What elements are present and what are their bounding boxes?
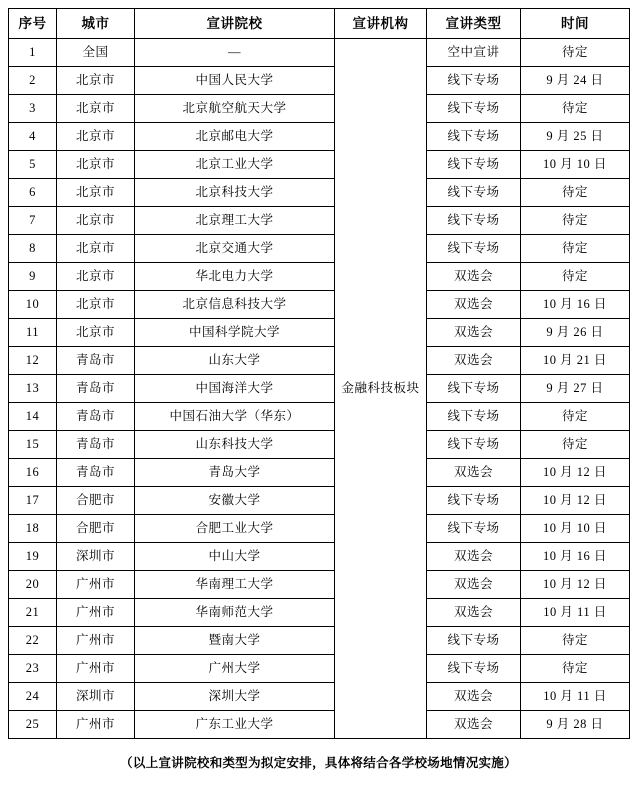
- cell-index: 19: [9, 543, 57, 571]
- cell-school: 中国海洋大学: [135, 375, 335, 403]
- cell-type: 线下专场: [427, 151, 521, 179]
- cell-index: 24: [9, 683, 57, 711]
- cell-index: 25: [9, 711, 57, 739]
- cell-time: 10 月 12 日: [521, 487, 630, 515]
- cell-type: 线下专场: [427, 403, 521, 431]
- cell-city: 北京市: [57, 207, 135, 235]
- cell-city: 广州市: [57, 599, 135, 627]
- cell-time: 10 月 11 日: [521, 599, 630, 627]
- cell-city: 深圳市: [57, 683, 135, 711]
- cell-city: 青岛市: [57, 403, 135, 431]
- cell-city: 北京市: [57, 123, 135, 151]
- table-row: [9, 515, 630, 543]
- cell-school: 北京信息科技大学: [135, 291, 335, 319]
- cell-index: 21: [9, 599, 57, 627]
- cell-index: 4: [9, 123, 57, 151]
- cell-city: 北京市: [57, 67, 135, 95]
- cell-time: 9 月 26 日: [521, 319, 630, 347]
- cell-city: 广州市: [57, 627, 135, 655]
- column-header-school: 宣讲院校: [135, 9, 335, 39]
- cell-school: 青岛大学: [135, 459, 335, 487]
- cell-city: 合肥市: [57, 487, 135, 515]
- table-row: [9, 151, 630, 179]
- table-row: [9, 403, 630, 431]
- cell-school: 深圳大学: [135, 683, 335, 711]
- table-row: [9, 263, 630, 291]
- cell-time: 10 月 10 日: [521, 515, 630, 543]
- cell-time: 待定: [521, 627, 630, 655]
- table-row: [9, 123, 630, 151]
- cell-school: 北京邮电大学: [135, 123, 335, 151]
- cell-school: 北京理工大学: [135, 207, 335, 235]
- cell-time: 待定: [521, 39, 630, 67]
- table-row: [9, 291, 630, 319]
- cell-time: 10 月 12 日: [521, 571, 630, 599]
- cell-type: 线下专场: [427, 179, 521, 207]
- cell-time: 待定: [521, 655, 630, 683]
- table-row: [9, 571, 630, 599]
- table-row: [9, 207, 630, 235]
- cell-time: 待定: [521, 207, 630, 235]
- table-row: [9, 67, 630, 95]
- cell-city: 深圳市: [57, 543, 135, 571]
- cell-school: 广州大学: [135, 655, 335, 683]
- cell-index: 10: [9, 291, 57, 319]
- cell-school: 华北电力大学: [135, 263, 335, 291]
- cell-time: 10 月 11 日: [521, 683, 630, 711]
- cell-index: 7: [9, 207, 57, 235]
- table-row: [9, 683, 630, 711]
- cell-index: 9: [9, 263, 57, 291]
- cell-time: 9 月 25 日: [521, 123, 630, 151]
- cell-city: 合肥市: [57, 515, 135, 543]
- cell-type: 线下专场: [427, 235, 521, 263]
- cell-index: 1: [9, 39, 57, 67]
- cell-time: 9 月 24 日: [521, 67, 630, 95]
- cell-type: 线下专场: [427, 487, 521, 515]
- cell-type: 双选会: [427, 459, 521, 487]
- cell-school: 广东工业大学: [135, 711, 335, 739]
- cell-school: 暨南大学: [135, 627, 335, 655]
- cell-time: 待定: [521, 431, 630, 459]
- cell-city: 青岛市: [57, 431, 135, 459]
- cell-school: 合肥工业大学: [135, 515, 335, 543]
- cell-type: 线下专场: [427, 627, 521, 655]
- column-header-city: 城市: [57, 9, 135, 39]
- column-header-type: 宣讲类型: [427, 9, 521, 39]
- cell-school: 北京航空航天大学: [135, 95, 335, 123]
- cell-type: 线下专场: [427, 123, 521, 151]
- cell-type: 线下专场: [427, 67, 521, 95]
- cell-type: 线下专场: [427, 431, 521, 459]
- cell-city: 青岛市: [57, 347, 135, 375]
- cell-type: 双选会: [427, 347, 521, 375]
- cell-type: 双选会: [427, 683, 521, 711]
- table-row: [9, 319, 630, 347]
- cell-type: 空中宣讲: [427, 39, 521, 67]
- table-row: [9, 543, 630, 571]
- column-header-organization: 宣讲机构: [335, 9, 427, 39]
- cell-time: 待定: [521, 179, 630, 207]
- cell-school: 中国石油大学（华东）: [135, 403, 335, 431]
- cell-index: 3: [9, 95, 57, 123]
- cell-type: 线下专场: [427, 207, 521, 235]
- cell-type: 双选会: [427, 571, 521, 599]
- cell-school: 中山大学: [135, 543, 335, 571]
- cell-school: 安徽大学: [135, 487, 335, 515]
- cell-school: 华南师范大学: [135, 599, 335, 627]
- cell-type: 线下专场: [427, 655, 521, 683]
- table-row: [9, 375, 630, 403]
- cell-city: 北京市: [57, 235, 135, 263]
- cell-type: 双选会: [427, 543, 521, 571]
- cell-city: 青岛市: [57, 459, 135, 487]
- table-row: [9, 347, 630, 375]
- column-header-index: 序号: [9, 9, 57, 39]
- cell-school: 华南理工大学: [135, 571, 335, 599]
- cell-school: 中国人民大学: [135, 67, 335, 95]
- cell-time: 10 月 10 日: [521, 151, 630, 179]
- table-row: [9, 39, 630, 67]
- recruitment-schedule-table: [8, 8, 630, 739]
- cell-city: 北京市: [57, 291, 135, 319]
- cell-index: 15: [9, 431, 57, 459]
- cell-time: 待定: [521, 95, 630, 123]
- cell-time: 10 月 16 日: [521, 543, 630, 571]
- cell-type: 线下专场: [427, 95, 521, 123]
- cell-organization: 金融科技板块: [335, 39, 427, 739]
- cell-school: 山东科技大学: [135, 431, 335, 459]
- cell-index: 5: [9, 151, 57, 179]
- table-row: [9, 655, 630, 683]
- cell-index: 13: [9, 375, 57, 403]
- cell-type: 双选会: [427, 599, 521, 627]
- cell-index: 22: [9, 627, 57, 655]
- cell-index: 11: [9, 319, 57, 347]
- table-row: [9, 627, 630, 655]
- cell-index: 17: [9, 487, 57, 515]
- cell-index: 12: [9, 347, 57, 375]
- cell-type: 双选会: [427, 319, 521, 347]
- cell-city: 广州市: [57, 571, 135, 599]
- cell-time: 待定: [521, 263, 630, 291]
- cell-school: 北京工业大学: [135, 151, 335, 179]
- cell-time: 10 月 12 日: [521, 459, 630, 487]
- cell-type: 线下专场: [427, 375, 521, 403]
- cell-city: 广州市: [57, 655, 135, 683]
- cell-index: 16: [9, 459, 57, 487]
- cell-city: 北京市: [57, 95, 135, 123]
- cell-city: 北京市: [57, 319, 135, 347]
- cell-city: 广州市: [57, 711, 135, 739]
- table-row: [9, 459, 630, 487]
- cell-type: 双选会: [427, 711, 521, 739]
- table-body: [9, 39, 630, 739]
- cell-time: 待定: [521, 403, 630, 431]
- cell-index: 2: [9, 67, 57, 95]
- cell-index: 14: [9, 403, 57, 431]
- cell-city: 北京市: [57, 263, 135, 291]
- table-header: [9, 9, 630, 39]
- table-row: [9, 431, 630, 459]
- cell-city: 北京市: [57, 179, 135, 207]
- cell-index: 20: [9, 571, 57, 599]
- cell-type: 双选会: [427, 263, 521, 291]
- cell-school: 山东大学: [135, 347, 335, 375]
- cell-time: 10 月 16 日: [521, 291, 630, 319]
- table-row: [9, 487, 630, 515]
- cell-city: 北京市: [57, 151, 135, 179]
- cell-index: 8: [9, 235, 57, 263]
- cell-city: 青岛市: [57, 375, 135, 403]
- cell-time: 9 月 28 日: [521, 711, 630, 739]
- table-row: [9, 179, 630, 207]
- table-row: [9, 235, 630, 263]
- cell-index: 18: [9, 515, 57, 543]
- cell-type: 线下专场: [427, 515, 521, 543]
- table-header-row: [9, 9, 630, 39]
- cell-type: 双选会: [427, 291, 521, 319]
- cell-school: 北京交通大学: [135, 235, 335, 263]
- cell-school: —: [135, 39, 335, 67]
- cell-city: 全国: [57, 39, 135, 67]
- cell-time: 待定: [521, 235, 630, 263]
- cell-school: 中国科学院大学: [135, 319, 335, 347]
- cell-index: 6: [9, 179, 57, 207]
- cell-school: 北京科技大学: [135, 179, 335, 207]
- table-row: [9, 599, 630, 627]
- table-row: [9, 711, 630, 739]
- cell-time: 10 月 21 日: [521, 347, 630, 375]
- cell-time: 9 月 27 日: [521, 375, 630, 403]
- table-row: [9, 95, 630, 123]
- column-header-time: 时间: [521, 9, 630, 39]
- table-footnote: （以上宣讲院校和类型为拟定安排，具体将结合各学校场地情况实施）: [120, 756, 517, 770]
- cell-index: 23: [9, 655, 57, 683]
